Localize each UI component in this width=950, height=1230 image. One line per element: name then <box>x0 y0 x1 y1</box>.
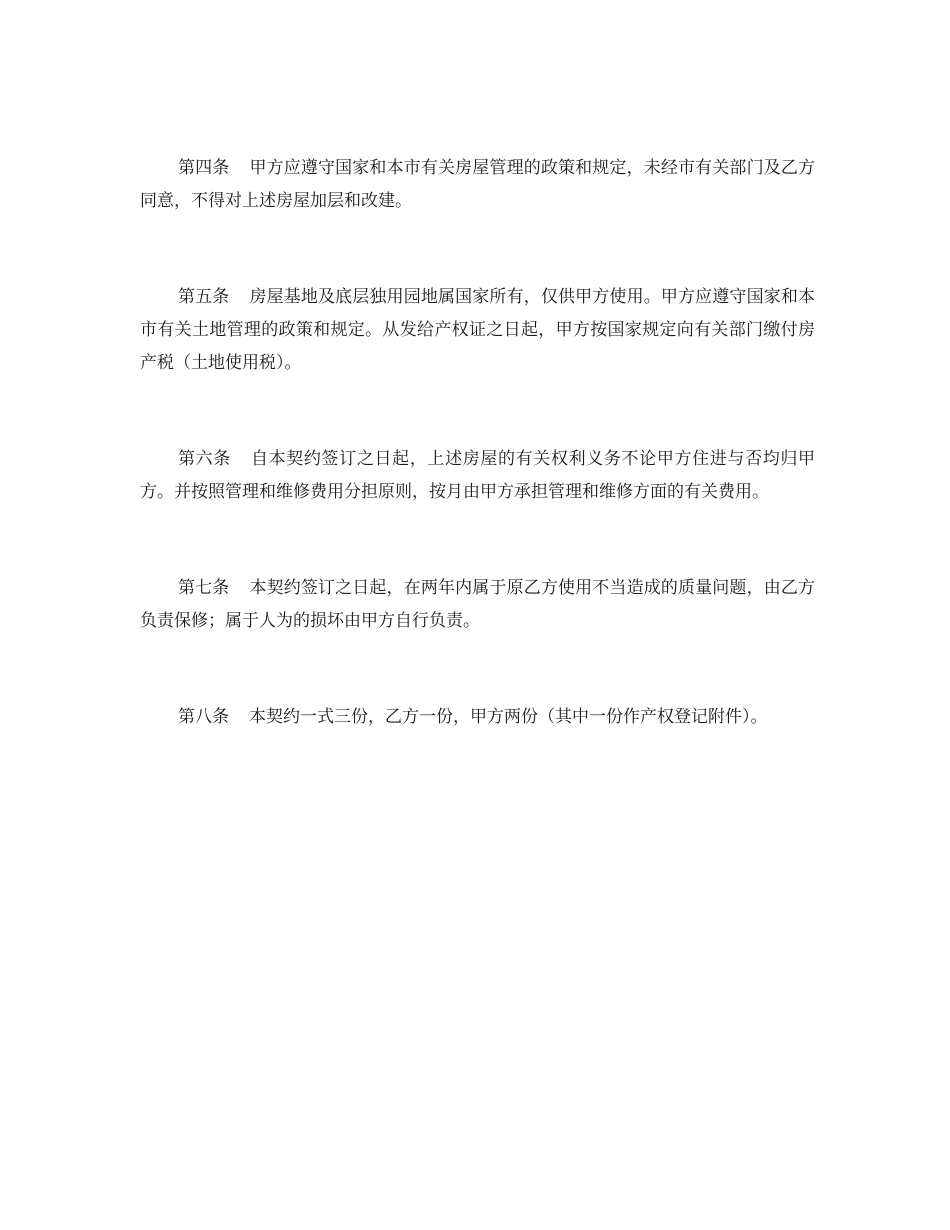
article-6 <box>140 443 815 509</box>
article-text: 本契约签订之日起，在两年内属于原乙方使用不当造成的质量问题，由乙方负责保修；属于人为的损坏由甲方自行负责。 <box>140 578 816 631</box>
article-text: 本契约一式三份，乙方一份，甲方两份（其中一份作产权登记附件）。 <box>249 707 768 727</box>
article-4 <box>140 152 815 218</box>
article-number: 第七条 <box>178 578 230 598</box>
article-7 <box>140 572 815 638</box>
article-number: 第四条 <box>178 158 230 178</box>
article-text: 房屋基地及底层独用园地属国家所有，仅供甲方使用。甲方应遵守国家和本市有关土地管理的政策和规定。从发给产权证之日起，甲方按国家规定向有关部门缴付房产税（土地使用税）。 <box>140 287 816 373</box>
contract-body <box>140 152 815 734</box>
article-number: 第六条 <box>178 449 231 469</box>
article-text: 自本契约签订之日起，上述房屋的有关权利义务不论甲方住进与否均归甲方。并按照管理和维修费用分担原则，按月由甲方承担管理和维修方面的有关费用。 <box>140 449 816 502</box>
article-number: 第五条 <box>178 287 230 307</box>
article-5 <box>140 281 815 380</box>
article-8 <box>140 701 815 734</box>
article-number: 第八条 <box>178 707 229 727</box>
article-text: 甲方应遵守国家和本市有关房屋管理的政策和规定，未经市有关部门及乙方同意，不得对上述房屋加层和改建。 <box>140 158 816 211</box>
